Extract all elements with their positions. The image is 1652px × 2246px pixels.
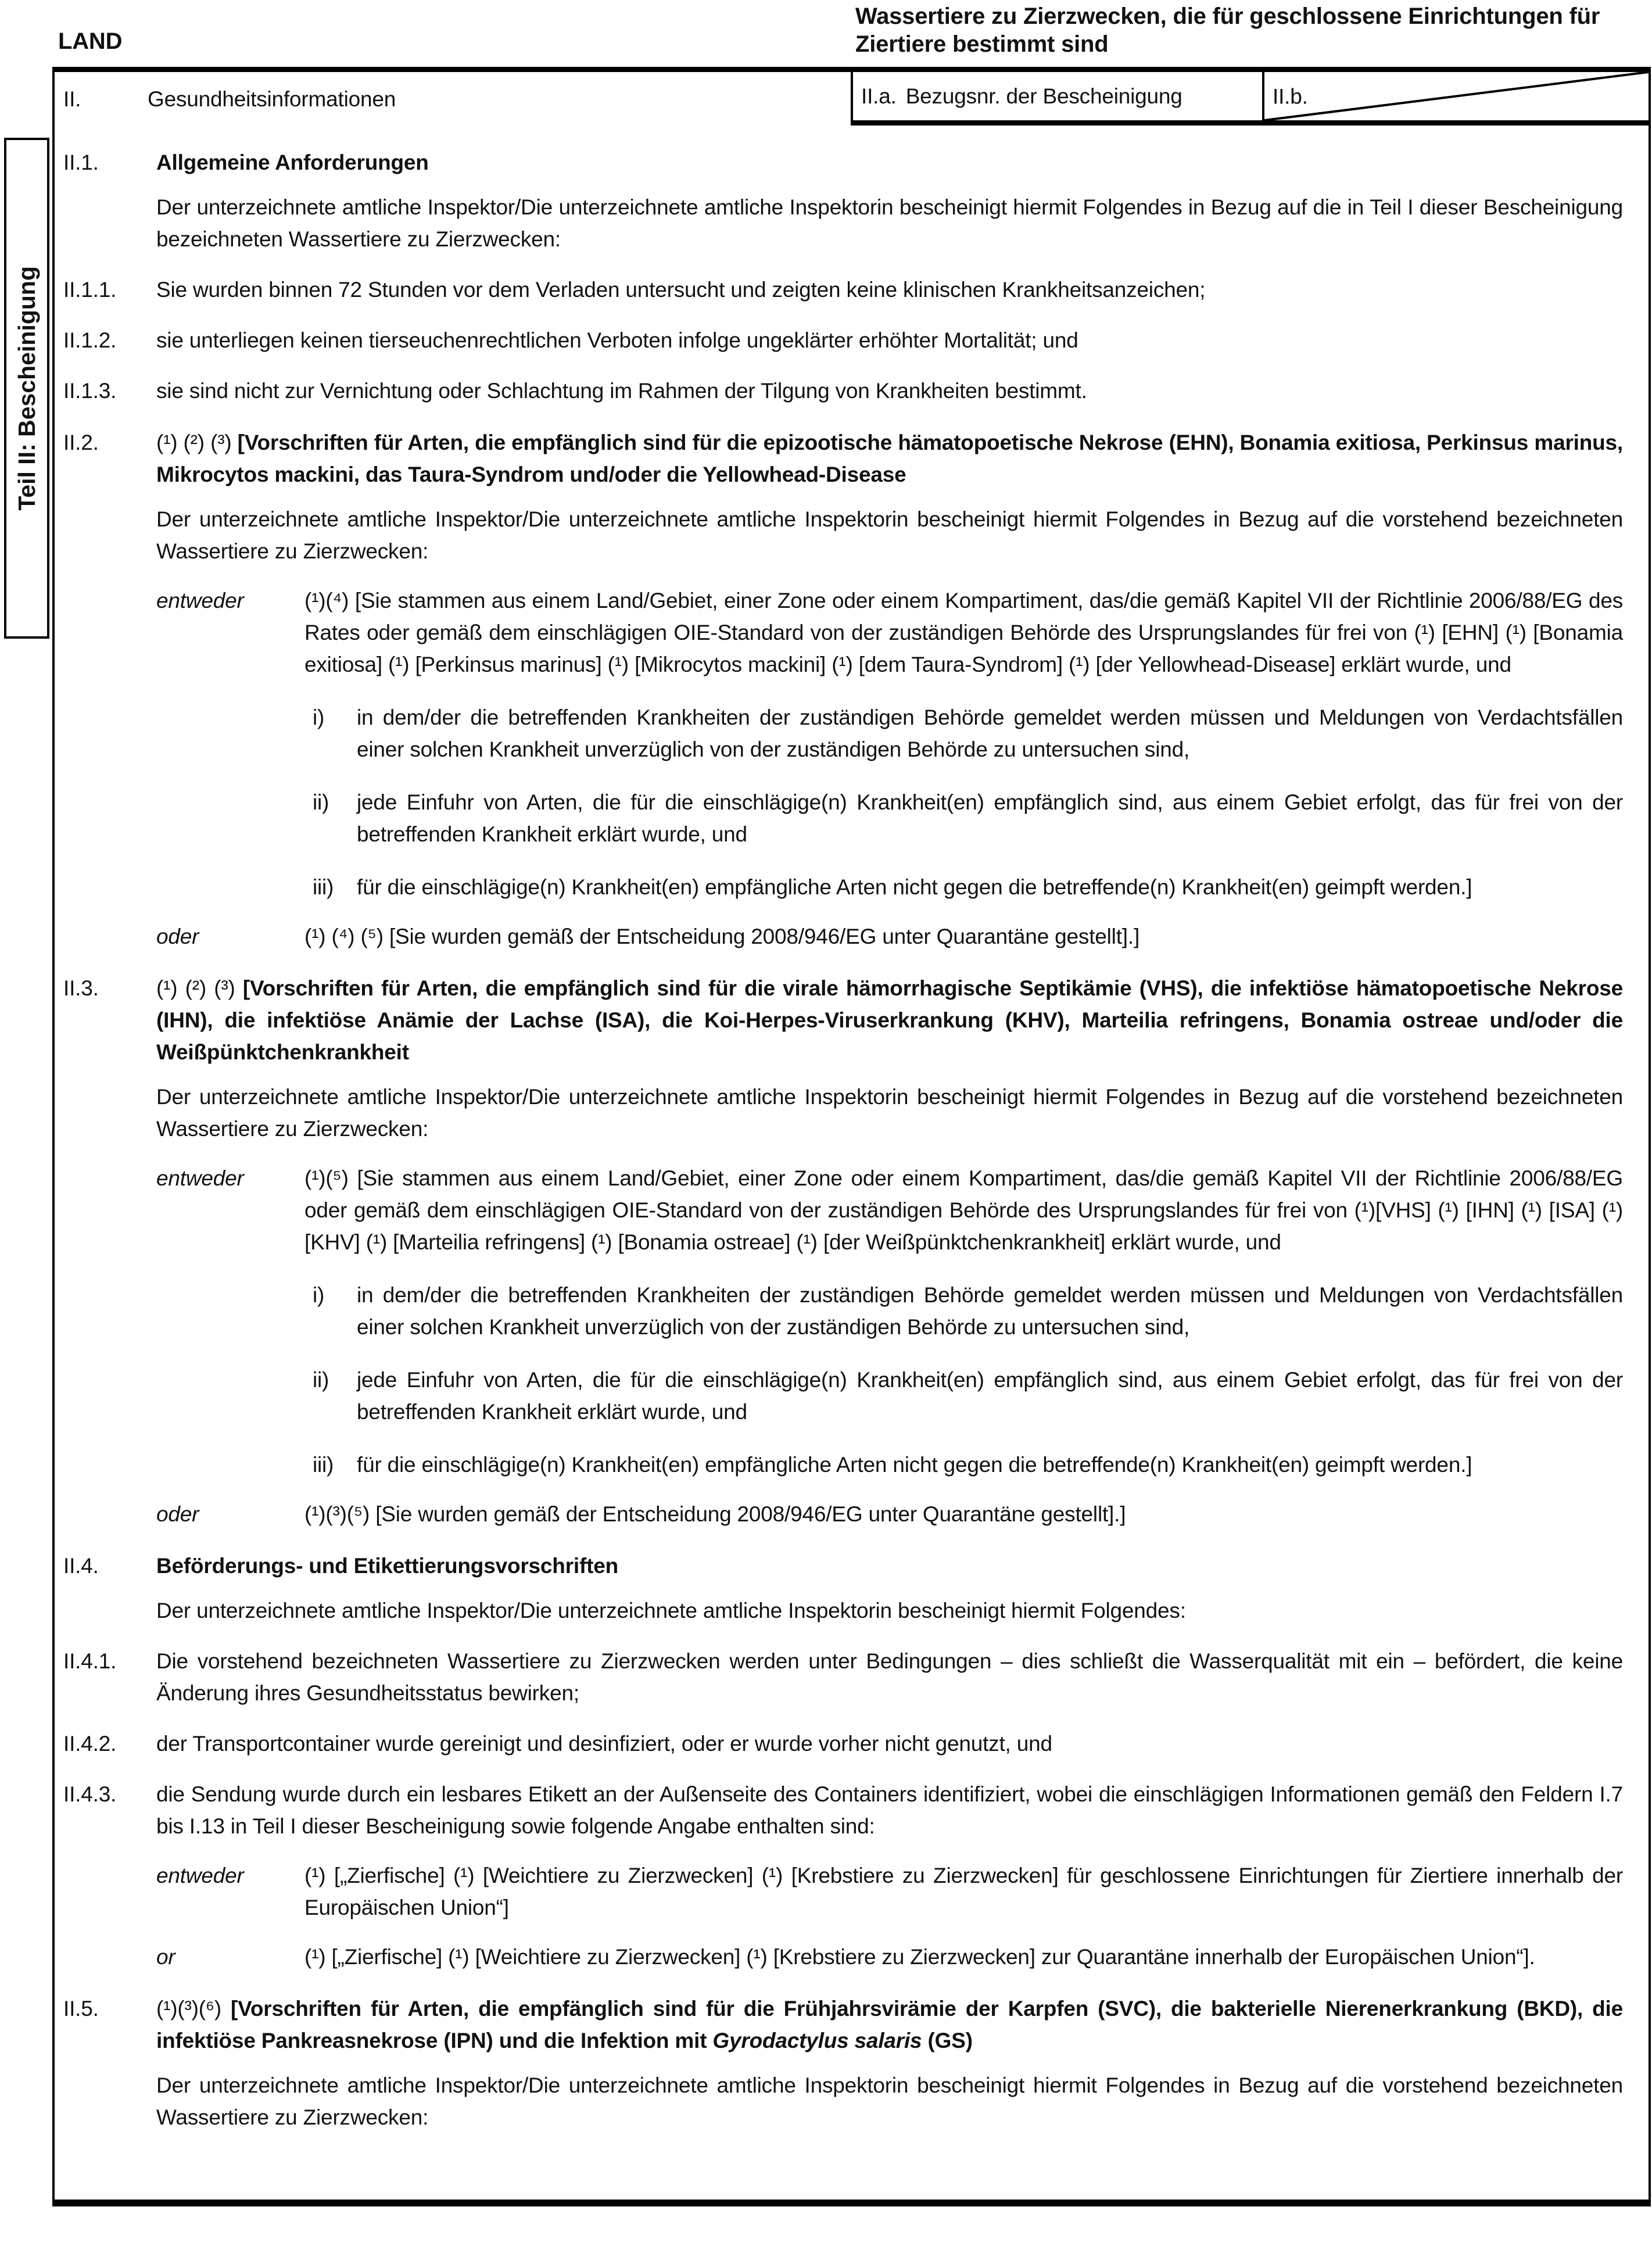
footnote-markers: (¹)(³)(⁶)	[156, 1997, 222, 2021]
header-row	[55, 72, 1649, 126]
clause-ii11	[63, 274, 1623, 306]
item-text: für die einschlägige(n) Krankheit(en) empfängliche Arten nicht gegen die betreffende(n) Krankheit(en) geimpft werden.]	[357, 875, 1472, 899]
health-information-heading	[55, 72, 396, 126]
clause-number: II.1.2.	[63, 328, 117, 352]
ii3-oder-option	[63, 1498, 1623, 1530]
paragraph: Der unterzeichnete amtliche Inspektor/Die unterzeichnete amtliche Inspektorin bescheinigt hiermit Folgendes in Bezug auf die vorstehend bezeichneten Wassertiere zu Zierzwecken:	[156, 2073, 1623, 2129]
footnote-markers: (¹) (²) (³)	[156, 431, 232, 454]
section-title-text: [Vorschriften für Arten, die empfänglich sind für die epizootische hämatopoetische Nekrose (EHN), Bonamia exitiosa, Perkinsus marinus, Mikrocytos mackini, das Taura-Syndrom und/oder die Yellowhead-Disease	[156, 431, 1623, 486]
section-ii5-intro	[63, 2069, 1623, 2133]
iia-number: II.a.	[861, 84, 897, 108]
clause-number: II.4.3.	[63, 1782, 117, 1806]
option-text: (¹)(³)(⁵) [Sie wurden gemäß der Entscheidung 2008/946/EG unter Quarantäne gestellt].]	[304, 1502, 1126, 1526]
clause-ii13	[63, 375, 1623, 407]
section-ii4-intro	[63, 1595, 1623, 1627]
section-ii4-heading	[63, 1550, 1623, 1582]
diagonal-strike-line	[1264, 72, 1649, 120]
document-title: Wassertiere zu Zierzwecken, die für geschlossene Einrichtungen für Ziertiere bestimmt sind	[855, 3, 1600, 57]
clause-text: sie unterliegen keinen tierseuchenrechtlichen Verboten infolge ungeklärter erhöhter Mortalität; und	[156, 328, 1078, 352]
entweder-label: entweder	[156, 1166, 244, 1190]
section-number: II.1.	[63, 151, 99, 174]
species-name-italic: Gyrodactylus salaris	[712, 2029, 922, 2052]
option-text: (¹) (⁴) (⁵) [Sie wurden gemäß der Entscheidung 2008/946/EG unter Quarantäne gestellt].]	[304, 925, 1140, 948]
oder-label: oder	[156, 1502, 199, 1526]
section-title: Beförderungs- und Etikettierungsvorschriften	[156, 1554, 619, 1578]
clause-text: Sie wurden binnen 72 Stunden vor dem Verladen untersucht und zeigten keine klinischen Krankheitsanzeichen;	[156, 278, 1206, 302]
section-number: II.5.	[63, 1997, 99, 2021]
section-ii1-heading	[63, 146, 1623, 178]
iib-cell	[1262, 72, 1649, 126]
clause-text: die Sendung wurde durch ein lesbares Etikett an der Außenseite des Containers identifiziert, wobei die einschlägigen Informationen gemäß den Feldern I.7 bis I.13 in Teil I dieser Bescheinigung sowie folgende Angabe enthalten sind:	[156, 1782, 1623, 1838]
section-number: II.3.	[63, 976, 99, 1000]
ii2-entweder-option	[63, 585, 1623, 680]
clause-text: Die vorstehend bezeichneten Wassertiere zu Zierzwecken werden unter Bedingungen – dies schließt die Wasserqualität mit ein – befördert, die keine Änderung ihres Gesundheitsstatus bewirken;	[156, 1649, 1623, 1705]
part-ii-sidebar-box	[4, 138, 49, 639]
ii2-item-iii	[63, 871, 1623, 903]
section-title	[156, 427, 1623, 490]
clause-number: II.1.1.	[63, 278, 117, 302]
section-title: Allgemeine Anforderungen	[156, 151, 429, 174]
clause-ii12	[63, 324, 1623, 356]
item-text: jede Einfuhr von Arten, die für die einschlägige(n) Krankheit(en) empfänglich sind, aus einem Gebiet erfolgt, das für frei von der betreffenden Krankheit erklärt wurde, und	[357, 1368, 1623, 1424]
section-ii3-intro	[63, 1081, 1623, 1145]
item-text: für die einschlägige(n) Krankheit(en) empfängliche Arten nicht gegen die betreffende(n) Krankheit(en) geimpft werden.]	[357, 1453, 1472, 1477]
clause-number: II.4.2.	[63, 1732, 117, 1756]
section-ii2-heading	[63, 427, 1623, 490]
option-text: (¹) [„Zierfische] (¹) [Weichtiere zu Zierzwecken] (¹) [Krebstiere zu Zierzwecken] zur Quarantäne innerhalb der Europäischen Union“].	[304, 1945, 1535, 1969]
ii3-item-iii	[63, 1449, 1623, 1481]
item-marker: i)	[313, 705, 325, 729]
item-marker: i)	[313, 1283, 325, 1307]
clause-text: der Transportcontainer wurde gereinigt und desinfiziert, oder er wurde vorher nicht genutzt, und	[156, 1732, 1052, 1756]
item-text: in dem/der die betreffenden Krankheiten der zuständigen Behörde gemeldet werden müssen und Meldungen von Verdachtsfällen einer solchen Krankheit unverzüglich von der zuständigen Behörde zu untersuchen sind,	[357, 1283, 1623, 1339]
ii2-oder-option	[63, 920, 1623, 952]
paragraph: Der unterzeichnete amtliche Inspektor/Die unterzeichnete amtliche Inspektorin bescheinigt hiermit Folgendes in Bezug auf die vorstehend bezeichneten Wassertiere zu Zierzwecken:	[156, 1085, 1623, 1141]
ii3-entweder-option	[63, 1162, 1623, 1258]
iia-label: Bezugsnr. der Bescheinigung	[905, 84, 1182, 108]
item-marker: ii)	[313, 790, 329, 814]
entweder-label: entweder	[156, 1864, 244, 1887]
section-title	[156, 1993, 1623, 2057]
section-ii2-intro	[63, 503, 1623, 567]
iib-label: II.b.	[1273, 84, 1308, 108]
certificate-table	[52, 67, 1651, 2206]
paragraph: Der unterzeichnete amtliche Inspektor/Die unterzeichnete amtliche Inspektorin bescheinigt hiermit Folgendes:	[156, 1599, 1186, 1622]
section-ii5-heading	[63, 1993, 1623, 2057]
oder-label: oder	[156, 925, 199, 948]
item-marker: iii)	[313, 1453, 334, 1477]
ii3-item-i	[63, 1279, 1623, 1343]
ii3-item-ii	[63, 1364, 1623, 1428]
ii43-or-option	[63, 1941, 1623, 1973]
section-title-text: [Vorschriften für Arten, die empfänglich sind für die virale hämorrhagische Septikämie (VHS), die infektiöse hämatopoetische Nekrose (IHN), die infektiöse Anämie der Lachse (ISA), die Koi-Herpes-Viruserkrankung (KHV), Marteilia refringens, Bonamia ostreae und/oder die Weißpünktchenkrankheit	[156, 976, 1623, 1064]
item-text: in dem/der die betreffenden Krankheiten der zuständigen Behörde gemeldet werden müssen und Meldungen von Verdachtsfällen einer solchen Krankheit unverzüglich von der zuständigen Behörde zu untersuchen sind,	[357, 705, 1623, 761]
item-marker: ii)	[313, 1368, 329, 1392]
option-text: (¹) [„Zierfische] (¹) [Weichtiere zu Zierzwecken] (¹) [Krebstiere zu Zierzwecken] für geschlossene Einrichtungen für Ziertiere innerhalb der Europäischen Union“]	[304, 1864, 1623, 1919]
footnote-markers: (¹) (²) (³)	[156, 976, 235, 1000]
section-number: II.4.	[63, 1554, 99, 1578]
section-title-suffix: (GS)	[922, 2029, 973, 2052]
item-marker: iii)	[313, 875, 334, 899]
section-number: II.2.	[63, 431, 99, 454]
part-ii-sidebar-label: Teil II: Bescheinigung	[13, 266, 40, 511]
ii2-item-ii	[63, 786, 1623, 850]
country-label: LAND	[58, 28, 123, 54]
option-text: (¹)(⁴) [Sie stammen aus einem Land/Gebiet, einer Zone oder einem Kompartiment, das/die gemäß Kapitel VII der Richtlinie 2006/88/EG des Rates oder gemäß dem einschlägigen OIE-Standard von der zuständigen Behörde des Ursprungslandes für frei von (¹) [EHN] (¹) [Bonamia exitiosa] (¹) [Perkinsus marinus] (¹) [Mikrocytos mackini] (¹) [dem Taura-Syndrom] (¹) [der Yellowhead-Disease] erklärt wurde, und	[304, 589, 1623, 676]
section-ii3-heading	[63, 972, 1623, 1068]
item-text: jede Einfuhr von Arten, die für die einschlägige(n) Krankheit(en) empfänglich sind, aus einem Gebiet erfolgt, das für frei von der betreffenden Krankheit erklärt wurde, und	[357, 790, 1623, 846]
section-ii-label: Gesundheitsinformationen	[148, 87, 396, 111]
section-ii1-intro	[63, 191, 1623, 255]
certificate-body	[55, 126, 1649, 2133]
clause-ii41	[63, 1645, 1623, 1709]
option-text: (¹)(⁵) [Sie stammen aus einem Land/Gebiet, einer Zone oder einem Kompartiment, das/die gemäß Kapitel VII der Richtlinie 2006/88/EG oder gemäß dem einschlägigen OIE-Standard von der zuständigen Behörde des Ursprungslandes für frei von (¹)[VHS] (¹) [IHN] (¹) [ISA] (¹) [KHV] (¹) [Marteilia refringens] (¹) [Bonamia ostreae] (¹) [der Weißpünktchenkrankheit] erklärt wurde, und	[304, 1166, 1623, 1254]
clause-number: II.1.3.	[63, 379, 117, 403]
ii43-entweder-option	[63, 1860, 1623, 1923]
paragraph: Der unterzeichnete amtliche Inspektor/Die unterzeichnete amtliche Inspektorin bescheinigt hiermit Folgendes in Bezug auf die vorstehend bezeichneten Wassertiere zu Zierzwecken:	[156, 507, 1623, 563]
clause-text: sie sind nicht zur Vernichtung oder Schlachtung im Rahmen der Tilgung von Krankheiten bestimmt.	[156, 379, 1087, 403]
ii2-item-i	[63, 701, 1623, 765]
entweder-label: entweder	[156, 589, 244, 612]
section-title	[156, 972, 1623, 1068]
clause-number: II.4.1.	[63, 1649, 117, 1673]
section-ii-number: II.	[63, 87, 81, 111]
section-title-text: [Vorschriften für Arten, die empfänglich sind für die Frühjahrsvirämie der Karpfen (SVC), die bakterielle Nierenerkrankung (BKD), die infektiöse Pankreasnekrose (IPN) und die Infektion mit	[156, 1997, 1623, 2052]
paragraph: Der unterzeichnete amtliche Inspektor/Die unterzeichnete amtliche Inspektorin bescheinigt hiermit Folgendes in Bezug auf die in Teil I dieser Bescheinigung bezeichneten Wassertiere zu Zierzwecken:	[156, 195, 1623, 251]
clause-ii43	[63, 1778, 1623, 1842]
or-label: or	[156, 1945, 175, 1969]
clause-ii42	[63, 1728, 1623, 1760]
certificate-reference-cell	[851, 72, 1262, 126]
